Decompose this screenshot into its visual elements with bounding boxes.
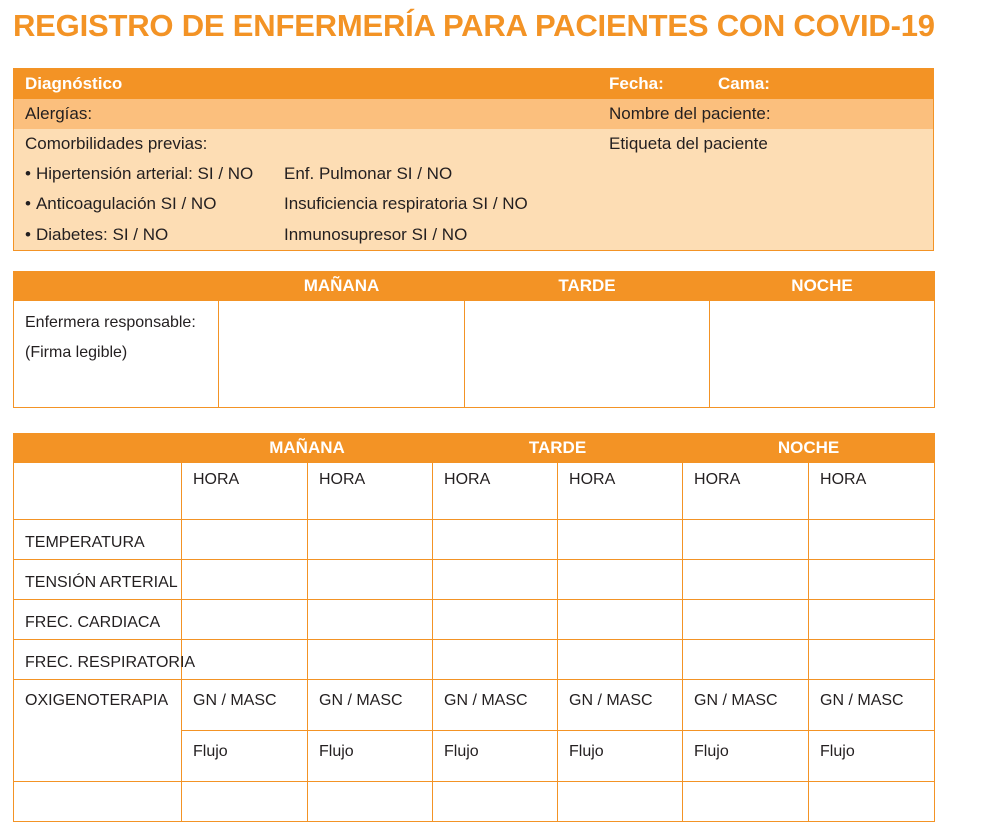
vital-cell[interactable] xyxy=(809,600,935,640)
comorbidity-respiratory-failure[interactable]: Insuficiencia respiratoria SI / NO xyxy=(284,194,528,213)
vital-cell[interactable] xyxy=(558,640,683,680)
vital-cell[interactable] xyxy=(433,520,558,560)
info-allergy-row xyxy=(14,99,933,129)
vital-cell[interactable] xyxy=(558,782,683,822)
oxygen-flow-cell[interactable]: Flujo xyxy=(683,731,809,782)
date-label[interactable]: Fecha: xyxy=(609,74,664,93)
vitals-header-morning: MAÑANA xyxy=(182,434,433,463)
allergies-label[interactable]: Alergías: xyxy=(25,104,93,123)
row-label-frec-respiratoria: FREC. RESPIRATORIA xyxy=(14,640,182,680)
vital-cell[interactable] xyxy=(558,560,683,600)
oxygen-flow-cell[interactable]: Flujo xyxy=(308,731,433,782)
comorbidity-anticoagulation[interactable]: • Anticoagulación SI / NO xyxy=(25,194,216,214)
vital-cell[interactable] xyxy=(433,782,558,822)
vital-cell[interactable] xyxy=(683,560,809,600)
oxygen-mode-cell[interactable]: GN / MASC xyxy=(308,680,433,731)
vital-cell[interactable] xyxy=(182,640,308,680)
vital-cell[interactable] xyxy=(683,520,809,560)
vitals-header-afternoon: TARDE xyxy=(433,434,683,463)
vitals-header-night: NOCHE xyxy=(683,434,935,463)
oxygen-flow-cell[interactable]: Flujo xyxy=(433,731,558,782)
vital-cell[interactable] xyxy=(433,640,558,680)
hora-cell[interactable]: HORA xyxy=(182,463,308,520)
vital-cell[interactable] xyxy=(308,640,433,680)
oxygen-mode-cell[interactable]: GN / MASC xyxy=(182,680,308,731)
vital-cell[interactable] xyxy=(308,782,433,822)
vital-cell[interactable] xyxy=(308,600,433,640)
vital-cell[interactable] xyxy=(558,520,683,560)
comorbidity-hypertension[interactable]: • Hipertensión arterial: SI / NO xyxy=(25,164,253,184)
vital-cell[interactable] xyxy=(809,640,935,680)
next-row-label xyxy=(14,782,182,822)
nurse-header-night: NOCHE xyxy=(710,272,935,301)
nurse-label-cell xyxy=(14,301,219,408)
nurse-signature-morning[interactable] xyxy=(219,301,465,408)
oxygen-flow-cell[interactable]: Flujo xyxy=(809,731,935,782)
vital-cell[interactable] xyxy=(182,520,308,560)
nurse-header-afternoon: TARDE xyxy=(465,272,710,301)
hora-cell[interactable]: HORA xyxy=(683,463,809,520)
oxygen-mode-cell[interactable]: GN / MASC xyxy=(558,680,683,731)
vital-cell[interactable] xyxy=(182,600,308,640)
nurse-header-morning: MAÑANA xyxy=(219,272,465,301)
row-label-temperatura: TEMPERATURA xyxy=(14,520,182,560)
oxygen-mode-cell[interactable]: GN / MASC xyxy=(683,680,809,731)
vital-cell[interactable] xyxy=(809,782,935,822)
vital-cell[interactable] xyxy=(683,640,809,680)
form-title: REGISTRO DE ENFERMERÍA PARA PACIENTES CON COVID-19 xyxy=(13,8,935,43)
nurse-signature-night[interactable] xyxy=(710,301,935,408)
nurse-signature-afternoon[interactable] xyxy=(465,301,710,408)
info-header-row xyxy=(14,69,933,99)
comorbidity-pulmonary[interactable]: Enf. Pulmonar SI / NO xyxy=(284,164,453,183)
hora-cell[interactable]: HORA xyxy=(308,463,433,520)
row-label-frec-cardiaca: FREC. CARDIACA xyxy=(14,600,182,640)
comorbidity-immunosuppressor[interactable]: Inmunosupresor SI / NO xyxy=(284,225,468,244)
patient-name-label[interactable]: Nombre del paciente: xyxy=(609,104,771,123)
oxygen-mode-cell[interactable]: GN / MASC xyxy=(809,680,935,731)
vital-cell[interactable] xyxy=(683,782,809,822)
vital-cell[interactable] xyxy=(809,520,935,560)
row-label-oxigenoterapia: OXIGENOTERAPIA xyxy=(14,680,182,782)
comorbidity-diabetes[interactable]: • Diabetes: SI / NO xyxy=(25,225,168,245)
hora-cell[interactable]: HORA xyxy=(433,463,558,520)
hora-cell[interactable]: HORA xyxy=(558,463,683,520)
vital-cell[interactable] xyxy=(683,600,809,640)
nurse-label: Enfermera responsable: (Firma legible) xyxy=(25,314,196,361)
patient-info-block xyxy=(13,68,934,251)
oxygen-mode-cell[interactable]: GN / MASC xyxy=(433,680,558,731)
row-label-tension-arterial: TENSIÓN ARTERIAL xyxy=(14,560,182,600)
hora-cell[interactable]: HORA xyxy=(809,463,935,520)
nurse-sublabel: (Firma legible) xyxy=(25,344,128,361)
vital-cell[interactable] xyxy=(308,520,433,560)
vitals-header-empty xyxy=(14,434,182,463)
nurse-signature-table xyxy=(13,271,935,408)
vital-cell[interactable] xyxy=(182,560,308,600)
hora-row-label xyxy=(14,463,182,520)
diagnosis-label[interactable]: Diagnóstico xyxy=(25,74,123,93)
vital-cell[interactable] xyxy=(433,560,558,600)
patient-tag-label[interactable]: Etiqueta del paciente xyxy=(609,134,768,153)
vital-cell[interactable] xyxy=(433,600,558,640)
vital-cell[interactable] xyxy=(308,560,433,600)
vital-cell[interactable] xyxy=(809,560,935,600)
bed-label[interactable]: Cama: xyxy=(718,74,770,93)
vitals-table xyxy=(13,433,935,822)
nurse-header-empty xyxy=(14,272,219,301)
vital-cell[interactable] xyxy=(558,600,683,640)
oxygen-flow-cell[interactable]: Flujo xyxy=(182,731,308,782)
oxygen-flow-cell[interactable]: Flujo xyxy=(558,731,683,782)
comorbidities-label: Comorbilidades previas: xyxy=(25,134,208,153)
vital-cell[interactable] xyxy=(182,782,308,822)
